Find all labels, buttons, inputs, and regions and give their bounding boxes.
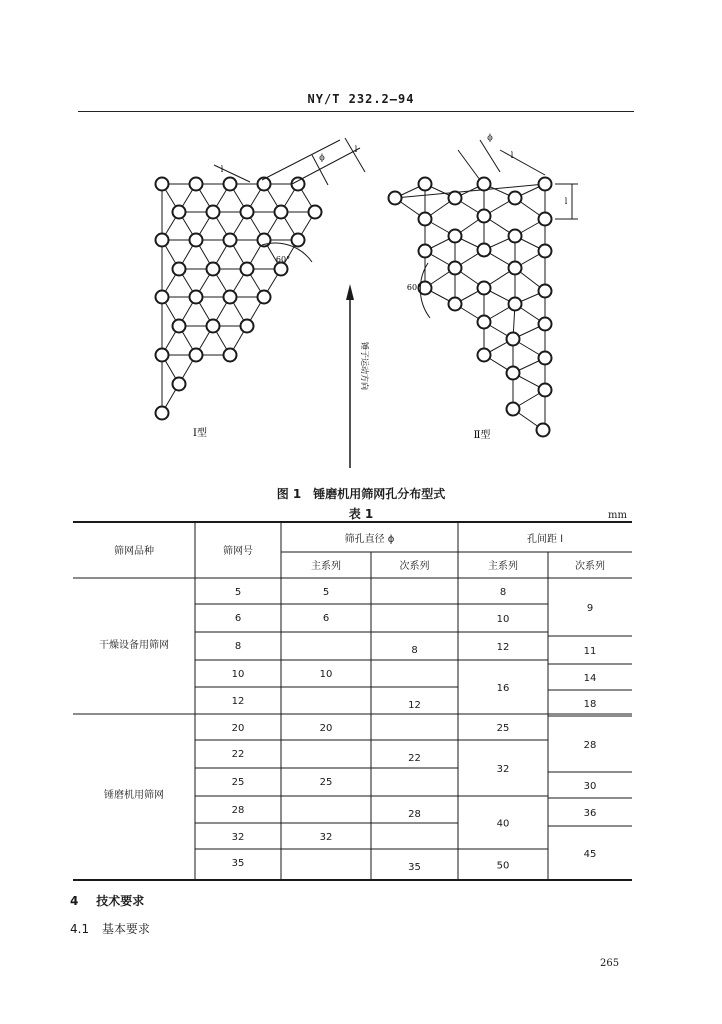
header-variety: 筛网品种 — [114, 546, 154, 557]
direction-arrow-label: 锤子运动方向 — [360, 342, 369, 390]
table-unit: mm — [608, 510, 627, 521]
cell-diameter-sub: 22 — [408, 753, 421, 764]
group-name: 干燥设备用筛网 — [99, 640, 169, 651]
cell-pitch-sub: 11 — [583, 646, 597, 657]
cell-diameter-main: 6 — [322, 613, 330, 624]
section-title: 基本要求 — [101, 922, 150, 936]
cell-screen-no: 35 — [231, 858, 245, 869]
cell-pitch-sub: 18 — [583, 699, 597, 710]
section-number: 4 — [70, 894, 79, 908]
cell-pitch-sub: 28 — [583, 740, 597, 751]
header-diameter: 筛孔直径 ϕ — [344, 534, 395, 545]
header-pitch-sub: 次系列 — [575, 561, 605, 572]
cell-screen-no: 25 — [231, 777, 245, 788]
dimension-label-phi: ϕ — [319, 153, 325, 162]
cell-pitch-main: 50 — [496, 860, 510, 872]
cell-screen-no: 5 — [234, 587, 242, 598]
cell-diameter-main: 32 — [319, 832, 333, 843]
cell-screen-no: 12 — [231, 696, 245, 707]
cell-pitch-sub: 9 — [586, 603, 594, 614]
page-number: 265 — [600, 958, 620, 969]
cell-diameter-main: 10 — [319, 669, 333, 680]
section-4-heading — [70, 892, 144, 909]
header-screen-no: 筛网号 — [223, 546, 253, 557]
cell-screen-no: 32 — [231, 832, 245, 843]
dimension-label-l: l — [564, 197, 568, 206]
angle-label: 60° — [406, 283, 422, 292]
standard-number: NY/T 232.2—94 — [307, 92, 415, 106]
dimension-label-l: l — [220, 165, 224, 174]
header-diameter-sub: 次系列 — [399, 561, 430, 572]
type2-label: Ⅱ型 — [473, 430, 491, 441]
figure-caption: 图 1 锤磨机用筛网孔分布型式 — [276, 487, 446, 501]
cell-pitch-sub: 14 — [583, 673, 597, 684]
cell-pitch-main: 40 — [496, 818, 510, 830]
type1-label: Ⅰ型 — [193, 428, 207, 439]
group-name: 锤磨机用筛网 — [104, 790, 164, 801]
dimension-label-phi: ϕ — [487, 133, 493, 142]
header-diameter-main: 主系列 — [311, 561, 341, 572]
section-number: 4.1 — [70, 922, 90, 936]
cell-pitch-sub: 45 — [583, 849, 597, 860]
cell-diameter-main: 5 — [322, 587, 330, 598]
dimension-label-l: l — [354, 145, 358, 154]
cell-screen-no: 10 — [231, 669, 245, 680]
cell-pitch-sub: 36 — [583, 808, 597, 819]
cell-screen-no: 28 — [231, 805, 245, 816]
cell-diameter-main: 20 — [319, 723, 333, 734]
cell-diameter-sub: 35 — [408, 862, 421, 873]
dimension-label-l: l — [510, 151, 514, 160]
cell-screen-no: 20 — [231, 723, 245, 734]
cell-pitch-main: 25 — [496, 723, 510, 734]
cell-diameter-main: 25 — [319, 777, 333, 788]
cell-pitch-main: 32 — [496, 764, 510, 775]
angle-label: 60° — [275, 255, 291, 264]
header-pitch-main: 主系列 — [488, 561, 518, 572]
section-title: 技术要求 — [96, 894, 145, 908]
cell-pitch-main: 12 — [496, 642, 510, 653]
cell-screen-no: 6 — [234, 613, 242, 624]
table-title: 表 1 — [348, 507, 374, 521]
section-4-1-heading — [70, 920, 150, 937]
cell-pitch-sub: 30 — [583, 781, 597, 792]
cell-diameter-sub: 28 — [408, 809, 421, 820]
cell-diameter-sub: 8 — [411, 645, 418, 656]
cell-diameter-sub: 12 — [408, 700, 421, 711]
cell-screen-no: 22 — [231, 749, 245, 760]
cell-pitch-main: 8 — [499, 587, 507, 598]
cell-pitch-main: 10 — [496, 614, 510, 625]
header-pitch: 孔间距 l — [527, 534, 563, 545]
cell-pitch-main: 16 — [496, 683, 510, 694]
cell-screen-no: 8 — [234, 641, 242, 652]
